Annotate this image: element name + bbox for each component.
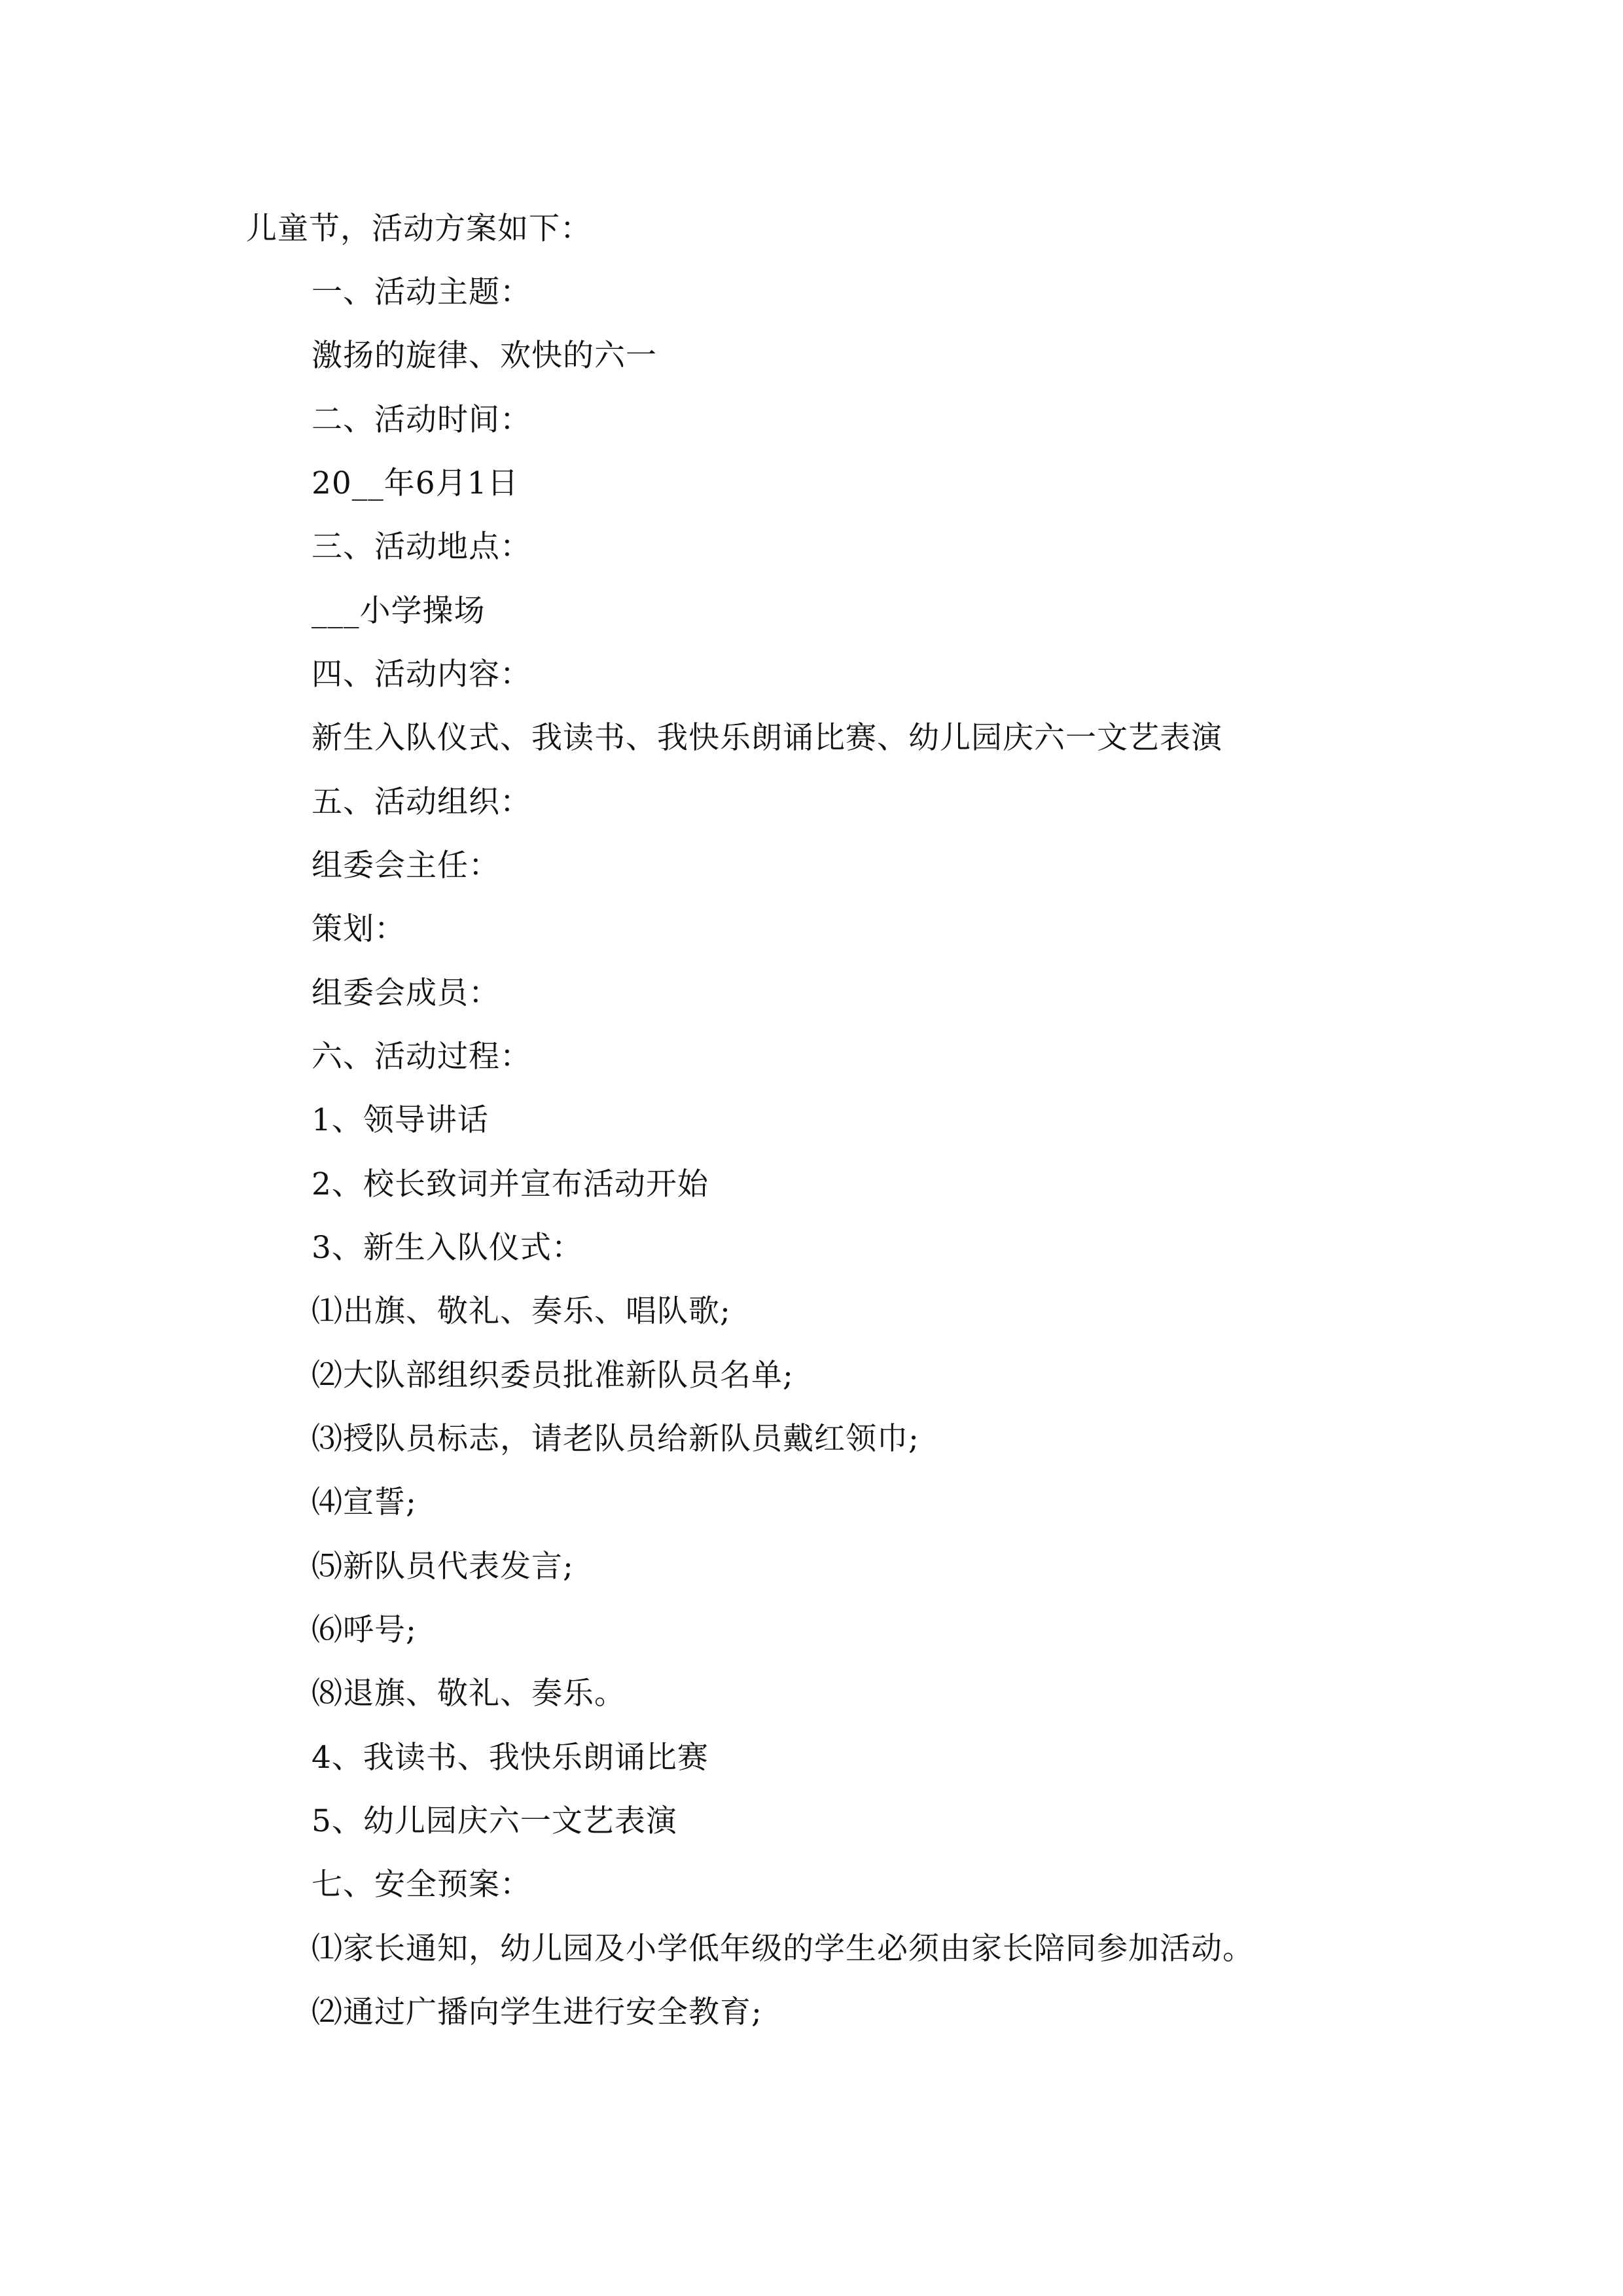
section-heading-time: 二、活动时间： [312, 402, 531, 438]
sub-list-item: ⑸新队员代表发言; [312, 1549, 574, 1585]
list-item: 5、幼儿园庆六一文艺表演 [312, 1803, 677, 1839]
list-item: 4、我读书、我快乐朗诵比赛 [312, 1740, 709, 1776]
text-line: 20__年6月1日 [312, 465, 519, 501]
section-heading-content: 四、活动内容： [312, 656, 531, 692]
list-item: 2、校长致词并宣布活动开始 [312, 1166, 709, 1202]
text-line: 策划： [312, 911, 406, 947]
text-line: 组委会主任： [312, 848, 500, 884]
sub-list-item: ⑵通过广播向学生进行安全教育; [312, 1994, 762, 2030]
list-item: 1、领导讲话 [312, 1102, 489, 1138]
text-line: 组委会成员： [312, 975, 500, 1011]
sub-list-item: ⑴出旗、敬礼、奏乐、唱队歌; [312, 1293, 731, 1329]
sub-list-item: ⑹呼号; [312, 1612, 417, 1648]
section-heading-process: 六、活动过程： [312, 1039, 531, 1075]
sub-list-item: ⑴家长通知，幼儿园及小学低年级的学生必须由家长陪同参加活动。 [312, 1931, 1254, 1967]
list-item: 3、新生入队仪式： [312, 1230, 583, 1266]
text-line: 儿童节，活动方案如下： [246, 211, 592, 247]
text-line: 激扬的旋律、欢快的六一 [312, 338, 657, 374]
sub-list-item: ⑻退旗、敬礼、奏乐。 [312, 1676, 626, 1712]
section-heading-theme: 一、活动主题： [312, 274, 531, 310]
sub-list-item: ⑵大队部组织委员批准新队员名单; [312, 1357, 794, 1393]
sub-list-item: ⑶授队员标志，请老队员给新队员戴红领巾; [312, 1421, 919, 1457]
section-heading-safety: 七、安全预案： [312, 1867, 531, 1903]
text-line: 新生入队仪式、我读书、我快乐朗诵比赛、幼儿园庆六一文艺表演 [312, 720, 1222, 756]
section-heading-organization: 五、活动组织： [312, 784, 531, 820]
section-heading-location: 三、活动地点： [312, 529, 531, 565]
text-line: ___小学操场 [312, 593, 486, 629]
sub-list-item: ⑷宣誓; [312, 1484, 417, 1520]
